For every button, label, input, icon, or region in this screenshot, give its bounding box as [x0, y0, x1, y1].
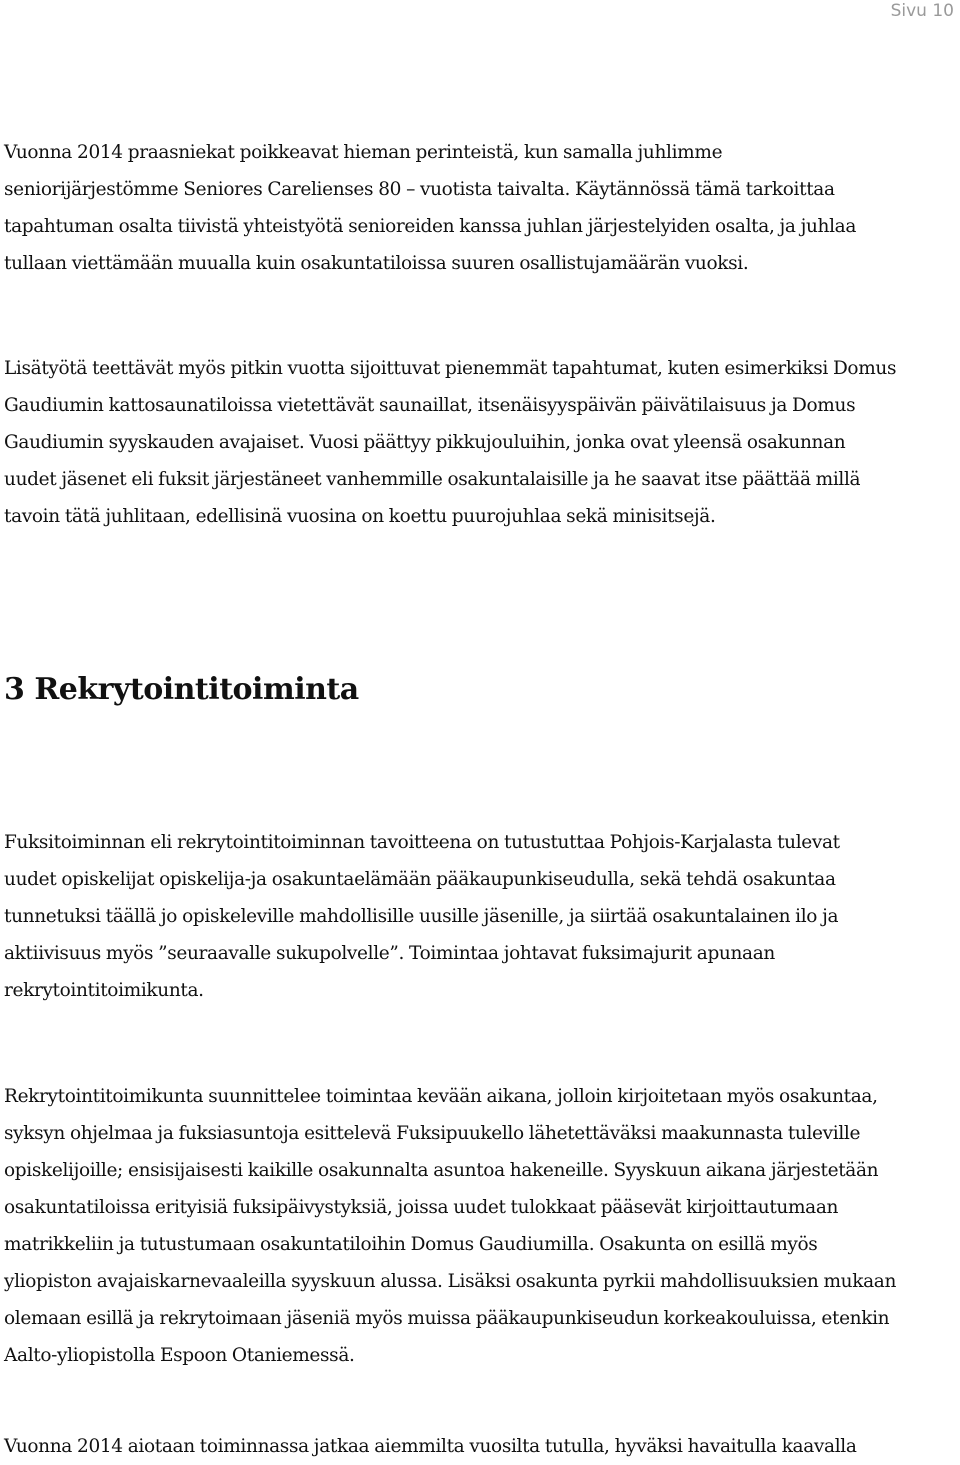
paragraph-vuonna-2014: [4, 1428, 954, 1465]
text-line: uudet jäsenet eli fuksit järjestäneet vanhemmille osakuntalaisille ja he saavat itse päättää millä: [4, 469, 861, 490]
section-heading: 3 Rekrytointitoiminta: [4, 672, 359, 707]
text-line: Fuksitoiminnan eli rekrytointitoiminnan tavoitteena on tutustuttaa Pohjois-Karjalasta tulevat: [4, 832, 840, 853]
paragraph-rekrytointitoimikunta: [4, 1078, 954, 1374]
text-line: osakuntatiloissa erityisiä fuksipäivystyksiä, joissa uudet tulokkaat pääsevät kirjoittautumaan: [4, 1197, 839, 1218]
page-number: Sivu 10: [890, 1, 954, 21]
text-line: tapahtuman osalta tiivistä yhteistyötä senioreiden kanssa juhlan järjestelyiden osalta, ja juhlaa: [4, 216, 857, 237]
text-line: Rekrytointitoimikunta suunnittelee toimintaa kevään aikana, jolloin kirjoitetaan myös osakuntaa,: [4, 1086, 878, 1107]
text-line: opiskelijoille; ensisijaisesti kaikille osakunnalta asuntoa hakeneille. Syyskuun aikana järjestetään: [4, 1160, 879, 1181]
text-line: uudet opiskelijat opiskelija-ja osakuntaelämään pääkaupunkiseudulla, sekä tehdä osakuntaa: [4, 869, 836, 890]
text-line: Aalto-yliopistolla Espoon Otaniemessä.: [4, 1345, 355, 1366]
text-line: tunnetuksi täällä jo opiskeleville mahdollisille uusille jäsenille, ja siirtää osakuntalainen ilo ja: [4, 906, 839, 927]
text-line: matrikkeliin ja tutustumaan osakuntatiloihin Domus Gaudiumilla. Osakunta on esillä myös: [4, 1234, 818, 1255]
text-line: olemaan esillä ja rekrytoimaan jäseniä myös muissa pääkaupunkiseudun korkeakouluissa, etenkin: [4, 1308, 890, 1329]
text-line: rekrytointitoimikunta.: [4, 980, 204, 1001]
text-line: Lisätyötä teettävät myös pitkin vuotta sijoittuvat pienemmät tapahtumat, kuten esimerkiksi Domus: [4, 358, 897, 379]
text-line: Gaudiumin syyskauden avajaiset. Vuosi päättyy pikkujouluihin, jonka ovat yleensä osakunnan: [4, 432, 846, 453]
text-line: seniorijärjestömme Seniores Carelienses 80 – vuotista taivalta. Käytännössä tämä tarkoittaa: [4, 179, 835, 200]
paragraph-fuksitoiminta: [4, 824, 954, 1009]
text-line: Vuonna 2014 praasniekat poikkeavat hieman perinteistä, kun samalla juhlimme: [4, 142, 723, 163]
text-line: Vuonna 2014 aiotaan toiminnassa jatkaa aiemmilta vuosilta tutulla, hyväksi havaitulla kaavalla: [4, 1436, 857, 1457]
text-line: yliopiston avajaiskarnevaaleilla syyskuun alussa. Lisäksi osakunta pyrkii mahdollisuuksien mukaan: [4, 1271, 897, 1292]
text-line: aktiivisuus myös ”seuraavalle sukupolvelle”. Toimintaa johtavat fuksimajurit apunaan: [4, 943, 775, 964]
paragraph-praasniekat: [4, 134, 954, 282]
paragraph-lisatyota: [4, 350, 954, 535]
text-line: tavoin tätä juhlitaan, edellisinä vuosina on koettu puurojuhlaa sekä minisitsejä.: [4, 506, 716, 527]
text-line: Gaudiumin kattosaunatiloissa vietettävät saunaillat, itsenäisyyspäivän päivätilaisuus ja Domus: [4, 395, 856, 416]
text-line: syksyn ohjelmaa ja fuksiasuntoja esittelevä Fuksipuukello lähetettäväksi maakunnasta tuleville: [4, 1123, 861, 1144]
text-line: tullaan viettämään muualla kuin osakuntatiloissa suuren osallistujamäärän vuoksi.: [4, 253, 749, 274]
